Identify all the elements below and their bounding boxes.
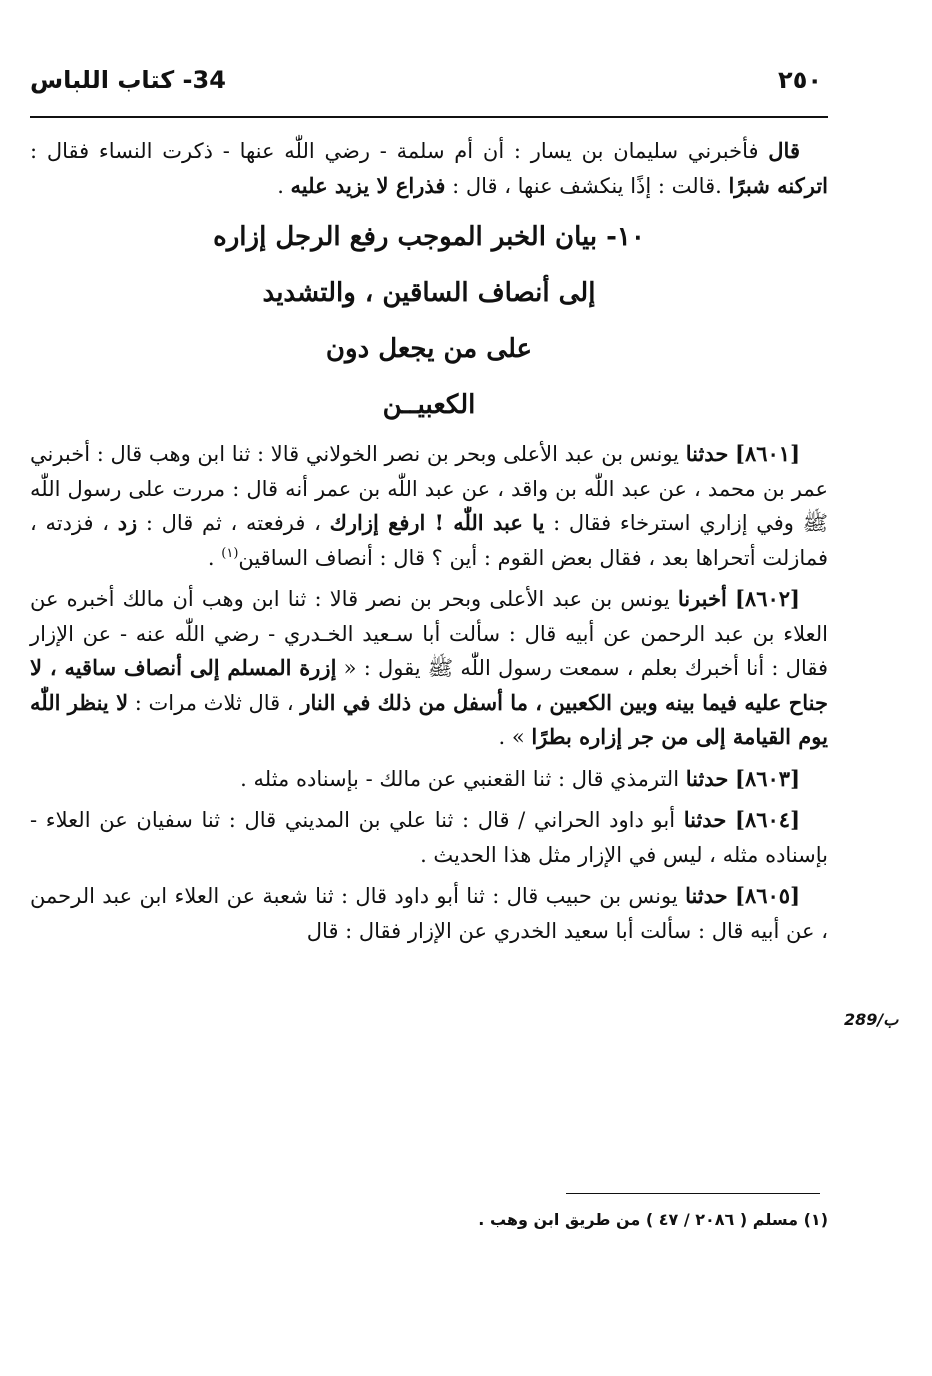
hadith-8603 [30,762,828,797]
intro-text-3: . [277,173,291,198]
chapter-heading [30,209,828,433]
hadith-text: » . [498,725,532,749]
hadith-number: [٨٦٠٢] [734,586,800,611]
page-header [30,62,830,102]
hadith-text: يونس بن عبد الأعلى وبحر بن نصر قالا : ثنا ابن وهب أن مالك أخبره عن العلاء بن عبد الرحمن عن أبيه قال : سألت أبا سـعيد الخـدري - رضي اللّٰه عنه - عن الإزار فقال : أنا أخبرك بعلم ، سمعت رسول اللّٰه ﷺ يقول : « [30,587,829,680]
hadith-text: ، قال ثلاث مرات : [128,690,301,715]
hadith-8601 [30,437,828,575]
heading-line-1: ١٠- بيان الخبر الموجب رفع الرجل إزاره [213,222,645,252]
hadith-text: . [207,545,222,570]
footnote-marker: (١) [221,545,239,561]
hadith-number: [٨٦٠٥] [735,883,800,908]
hadith-text: يونس بن عبد الأعلى وبحر بن نصر الخولاني قالا : ثنا ابن وهب قال : أخبرني عمر بن محمد ، عن عبد اللّٰه بن واقد ، عن عبد اللّٰه بن عمر أنه قال : مررت على رسول اللّٰه ﷺ وفي إزاري استرخاء فقال : [30,442,829,535]
hadith-text: ، فزدته ، فمازلت أتحراها بعد ، فقال بعض القوم : أين ؟ قال : أنصاف الساقين [30,511,828,570]
hadith-text: يونس بن حبيب قال : ثنا أبو داود قال : ثنا شعبة عن العلاء ابن عبد الرحمن ، عن أبيه قال : سألت أبا سعيد الخدري عن الإزار فقال : قال [30,884,828,943]
hadith-quote: يا عبد اللّٰه ! ارفع إزارك [329,510,545,535]
intro-quote-1: اتركنه شبرًا [728,172,828,198]
intro-text-1: فأخبرني سليمان بن يسار : أن أم سلمة - رضي اللّٰه عنها - ذكرت النساء فقال : [30,139,769,163]
hadith-lead: حدثنا [685,441,729,466]
footnote: (١) مسلم ( ٢٠٨٦ / ٤٧ ) من طريق ابن وهب . [478,1210,828,1229]
hadith-number: [٨٦٠٤] [735,807,800,832]
heading-line-4: الكعبيــن [382,390,476,420]
footnote-rule [566,1193,820,1194]
page-number: ٢٥٠ [778,66,822,94]
hadith-quote: إزرة المسلم إلى أنصاف ساقيه ، لا جناح عليه فيما بينه وبين الكعبين ، ما أسفل من ذلك في النار [30,655,829,715]
hadith-number: [٨٦٠١] [735,441,800,466]
hadith-text: أبو داود الحراني / قال : ثنا علي بن المديني قال : ثنا سفيان عن العلاء - بإسناده مثله ، ليس في الإزار مثل هذا الحديث . [30,808,828,867]
intro-paragraph [30,134,828,203]
hadith-text: ، فرفعته ، ثم قال : [137,511,330,535]
intro-lead: قال [768,138,800,163]
heading-line-3: على من يجعل دون [325,334,533,364]
hadith-8605 [30,879,828,948]
heading-line-2: إلى أنصاف الساقين ، والتشديد [262,278,596,308]
hadith-lead: حدثنا [685,765,729,791]
hadith-8604 [30,803,828,872]
hadith-quote: زد [117,510,138,535]
hadith-text: الترمذي قال : ثنا القعنبي عن مالك - بإسناده مثله . [240,766,686,791]
hadith-8602 [30,582,828,755]
manuscript-folio-note: 289/ب [844,1010,899,1029]
main-text [30,134,828,948]
hadith-lead: حدثنا [683,807,727,832]
intro-text-2: .قالت : إذًا ينكشف عنها ، قال : [445,173,729,198]
header-rule [30,116,828,118]
hadith-lead: حدثنا [685,883,728,908]
hadith-quote: لا ينظر اللّٰه يوم القيامة إلى من جر إزاره بطرًا [30,689,828,749]
hadith-lead: أخبرنا [677,586,727,611]
intro-quote-2: فذراع لا يزيد عليه [290,172,446,198]
hadith-number: [٨٦٠٣] [735,765,800,791]
chapter-title: 34- كتاب اللباس [30,66,226,94]
